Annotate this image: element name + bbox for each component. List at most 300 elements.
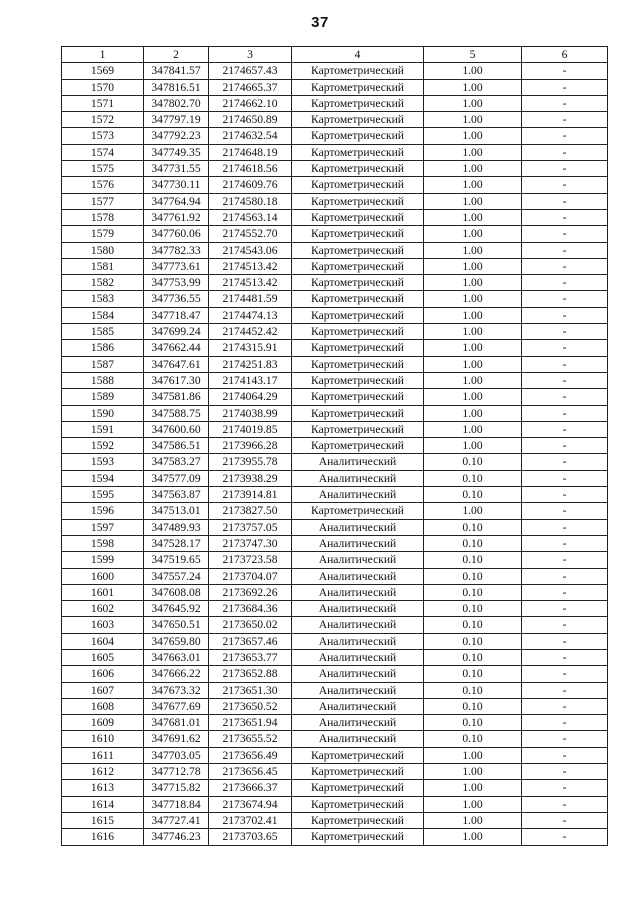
y-coordinate-cell: 2173651.94 — [209, 715, 292, 731]
accuracy-cell: 0.10 — [424, 649, 522, 665]
description-cell: - — [522, 568, 608, 584]
description-cell: - — [522, 633, 608, 649]
x-coordinate-cell: 347681.01 — [144, 715, 209, 731]
point-number-cell: 1593 — [62, 454, 144, 470]
x-coordinate-cell: 347581.86 — [144, 389, 209, 405]
y-coordinate-cell: 2174251.83 — [209, 356, 292, 372]
point-number-cell: 1583 — [62, 291, 144, 307]
table-row — [62, 372, 608, 388]
description-cell: - — [522, 617, 608, 633]
method-cell: Картометрический — [292, 226, 424, 242]
method-cell: Аналитический — [292, 666, 424, 682]
accuracy-cell: 0.10 — [424, 535, 522, 551]
y-coordinate-cell: 2174609.76 — [209, 177, 292, 193]
table-row — [62, 568, 608, 584]
y-coordinate-cell: 2174474.13 — [209, 307, 292, 323]
y-coordinate-cell: 2173650.02 — [209, 617, 292, 633]
accuracy-cell: 0.10 — [424, 568, 522, 584]
y-coordinate-cell: 2173723.58 — [209, 552, 292, 568]
y-coordinate-cell: 2173938.29 — [209, 470, 292, 486]
x-coordinate-cell: 347715.82 — [144, 780, 209, 796]
method-cell: Картометрический — [292, 389, 424, 405]
y-coordinate-cell: 2174618.56 — [209, 161, 292, 177]
x-coordinate-cell: 347746.23 — [144, 829, 209, 845]
x-coordinate-cell: 347797.19 — [144, 112, 209, 128]
table-row — [62, 764, 608, 780]
y-coordinate-cell: 2174143.17 — [209, 372, 292, 388]
point-number-cell: 1596 — [62, 503, 144, 519]
x-coordinate-cell: 347841.57 — [144, 63, 209, 79]
point-number-cell: 1616 — [62, 829, 144, 845]
column-header-5: 5 — [424, 47, 522, 63]
table-row — [62, 307, 608, 323]
y-coordinate-cell: 2173674.94 — [209, 796, 292, 812]
y-coordinate-cell: 2173692.26 — [209, 584, 292, 600]
x-coordinate-cell: 347650.51 — [144, 617, 209, 633]
y-coordinate-cell: 2173684.36 — [209, 601, 292, 617]
y-coordinate-cell: 2174019.85 — [209, 421, 292, 437]
point-number-cell: 1602 — [62, 601, 144, 617]
x-coordinate-cell: 347712.78 — [144, 764, 209, 780]
method-cell: Аналитический — [292, 487, 424, 503]
accuracy-cell: 1.00 — [424, 747, 522, 763]
point-number-cell: 1574 — [62, 144, 144, 160]
method-cell: Аналитический — [292, 698, 424, 714]
y-coordinate-cell: 2173955.78 — [209, 454, 292, 470]
accuracy-cell: 1.00 — [424, 95, 522, 111]
y-coordinate-cell: 2174648.19 — [209, 144, 292, 160]
description-cell: - — [522, 128, 608, 144]
point-number-cell: 1613 — [62, 780, 144, 796]
accuracy-cell: 1.00 — [424, 780, 522, 796]
y-coordinate-cell: 2173914.81 — [209, 487, 292, 503]
accuracy-cell: 1.00 — [424, 226, 522, 242]
table-row — [62, 649, 608, 665]
accuracy-cell: 1.00 — [424, 112, 522, 128]
accuracy-cell: 1.00 — [424, 812, 522, 828]
description-cell: - — [522, 438, 608, 454]
table-row — [62, 275, 608, 291]
y-coordinate-cell: 2173703.65 — [209, 829, 292, 845]
method-cell: Аналитический — [292, 584, 424, 600]
point-number-cell: 1581 — [62, 258, 144, 274]
point-number-cell: 1601 — [62, 584, 144, 600]
description-cell: - — [522, 144, 608, 160]
description-cell: - — [522, 193, 608, 209]
x-coordinate-cell: 347761.92 — [144, 209, 209, 225]
accuracy-cell: 1.00 — [424, 307, 522, 323]
table-row — [62, 242, 608, 258]
x-coordinate-cell: 347586.51 — [144, 438, 209, 454]
x-coordinate-cell: 347600.60 — [144, 421, 209, 437]
table-row — [62, 487, 608, 503]
description-cell: - — [522, 389, 608, 405]
x-coordinate-cell: 347749.35 — [144, 144, 209, 160]
x-coordinate-cell: 347673.32 — [144, 682, 209, 698]
x-coordinate-cell: 347703.05 — [144, 747, 209, 763]
y-coordinate-cell: 2173651.30 — [209, 682, 292, 698]
description-cell: - — [522, 454, 608, 470]
accuracy-cell: 1.00 — [424, 209, 522, 225]
table-header — [62, 47, 608, 63]
point-number-cell: 1606 — [62, 666, 144, 682]
table-row — [62, 731, 608, 747]
y-coordinate-cell: 2173656.49 — [209, 747, 292, 763]
description-cell: - — [522, 682, 608, 698]
y-coordinate-cell: 2174481.59 — [209, 291, 292, 307]
y-coordinate-cell: 2174580.18 — [209, 193, 292, 209]
accuracy-cell: 1.00 — [424, 503, 522, 519]
point-number-cell: 1569 — [62, 63, 144, 79]
header-row — [62, 47, 608, 63]
accuracy-cell: 1.00 — [424, 193, 522, 209]
accuracy-cell: 1.00 — [424, 177, 522, 193]
accuracy-cell: 1.00 — [424, 161, 522, 177]
method-cell: Картометрический — [292, 63, 424, 79]
point-number-cell: 1611 — [62, 747, 144, 763]
method-cell: Картометрический — [292, 128, 424, 144]
accuracy-cell: 1.00 — [424, 405, 522, 421]
point-number-cell: 1591 — [62, 421, 144, 437]
x-coordinate-cell: 347663.01 — [144, 649, 209, 665]
x-coordinate-cell: 347760.06 — [144, 226, 209, 242]
description-cell: - — [522, 519, 608, 535]
method-cell: Аналитический — [292, 535, 424, 551]
column-header-2: 2 — [144, 47, 209, 63]
x-coordinate-cell: 347666.22 — [144, 666, 209, 682]
point-number-cell: 1588 — [62, 372, 144, 388]
y-coordinate-cell: 2173650.52 — [209, 698, 292, 714]
accuracy-cell: 0.10 — [424, 519, 522, 535]
accuracy-cell: 0.10 — [424, 601, 522, 617]
description-cell: - — [522, 747, 608, 763]
table-row — [62, 405, 608, 421]
y-coordinate-cell: 2173666.37 — [209, 780, 292, 796]
description-cell: - — [522, 715, 608, 731]
x-coordinate-cell: 347764.94 — [144, 193, 209, 209]
method-cell: Картометрический — [292, 258, 424, 274]
method-cell: Картометрический — [292, 177, 424, 193]
description-cell: - — [522, 242, 608, 258]
method-cell: Картометрический — [292, 796, 424, 812]
description-cell: - — [522, 812, 608, 828]
x-coordinate-cell: 347731.55 — [144, 161, 209, 177]
y-coordinate-cell: 2173757.05 — [209, 519, 292, 535]
x-coordinate-cell: 347782.33 — [144, 242, 209, 258]
point-number-cell: 1587 — [62, 356, 144, 372]
y-coordinate-cell: 2174657.43 — [209, 63, 292, 79]
x-coordinate-cell: 347662.44 — [144, 340, 209, 356]
point-number-cell: 1586 — [62, 340, 144, 356]
table-row — [62, 95, 608, 111]
table-row — [62, 128, 608, 144]
description-cell: - — [522, 780, 608, 796]
accuracy-cell: 0.10 — [424, 715, 522, 731]
table-row — [62, 503, 608, 519]
description-cell: - — [522, 161, 608, 177]
y-coordinate-cell: 2173652.88 — [209, 666, 292, 682]
description-cell: - — [522, 258, 608, 274]
y-coordinate-cell: 2174064.29 — [209, 389, 292, 405]
accuracy-cell: 1.00 — [424, 63, 522, 79]
description-cell: - — [522, 731, 608, 747]
y-coordinate-cell: 2173657.46 — [209, 633, 292, 649]
y-coordinate-cell: 2174650.89 — [209, 112, 292, 128]
x-coordinate-cell: 347802.70 — [144, 95, 209, 111]
table-row — [62, 454, 608, 470]
description-cell: - — [522, 79, 608, 95]
method-cell: Картометрический — [292, 79, 424, 95]
table-row — [62, 63, 608, 79]
method-cell: Картометрический — [292, 812, 424, 828]
method-cell: Картометрический — [292, 242, 424, 258]
point-number-cell: 1584 — [62, 307, 144, 323]
method-cell: Картометрический — [292, 144, 424, 160]
x-coordinate-cell: 347577.09 — [144, 470, 209, 486]
method-cell: Картометрический — [292, 503, 424, 519]
table-row — [62, 112, 608, 128]
table-row — [62, 340, 608, 356]
method-cell: Картометрический — [292, 193, 424, 209]
method-cell: Аналитический — [292, 470, 424, 486]
y-coordinate-cell: 2173655.52 — [209, 731, 292, 747]
method-cell: Картометрический — [292, 356, 424, 372]
point-number-cell: 1575 — [62, 161, 144, 177]
table-row — [62, 324, 608, 340]
table-row — [62, 177, 608, 193]
y-coordinate-cell: 2174543.06 — [209, 242, 292, 258]
point-number-cell: 1605 — [62, 649, 144, 665]
table-row — [62, 535, 608, 551]
method-cell: Аналитический — [292, 519, 424, 535]
description-cell: - — [522, 470, 608, 486]
x-coordinate-cell: 347557.24 — [144, 568, 209, 584]
table-row — [62, 79, 608, 95]
point-number-cell: 1607 — [62, 682, 144, 698]
accuracy-cell: 1.00 — [424, 275, 522, 291]
description-cell: - — [522, 487, 608, 503]
method-cell: Картометрический — [292, 340, 424, 356]
accuracy-cell: 1.00 — [424, 144, 522, 160]
method-cell: Картометрический — [292, 780, 424, 796]
point-number-cell: 1578 — [62, 209, 144, 225]
accuracy-cell: 1.00 — [424, 128, 522, 144]
x-coordinate-cell: 347489.93 — [144, 519, 209, 535]
description-cell: - — [522, 649, 608, 665]
description-cell: - — [522, 764, 608, 780]
accuracy-cell: 1.00 — [424, 829, 522, 845]
x-coordinate-cell: 347816.51 — [144, 79, 209, 95]
point-number-cell: 1595 — [62, 487, 144, 503]
description-cell: - — [522, 307, 608, 323]
accuracy-cell: 1.00 — [424, 258, 522, 274]
y-coordinate-cell: 2174563.14 — [209, 209, 292, 225]
table-row — [62, 682, 608, 698]
y-coordinate-cell: 2173704.07 — [209, 568, 292, 584]
accuracy-cell: 0.10 — [424, 470, 522, 486]
x-coordinate-cell: 347736.55 — [144, 291, 209, 307]
description-cell: - — [522, 584, 608, 600]
point-number-cell: 1612 — [62, 764, 144, 780]
y-coordinate-cell: 2173702.41 — [209, 812, 292, 828]
description-cell: - — [522, 324, 608, 340]
accuracy-cell: 1.00 — [424, 764, 522, 780]
table-row — [62, 291, 608, 307]
method-cell: Аналитический — [292, 601, 424, 617]
accuracy-cell: 0.10 — [424, 731, 522, 747]
accuracy-cell: 0.10 — [424, 633, 522, 649]
x-coordinate-cell: 347617.30 — [144, 372, 209, 388]
y-coordinate-cell: 2173827.50 — [209, 503, 292, 519]
description-cell: - — [522, 503, 608, 519]
point-number-cell: 1603 — [62, 617, 144, 633]
method-cell: Картометрический — [292, 405, 424, 421]
description-cell: - — [522, 552, 608, 568]
table-row — [62, 209, 608, 225]
description-cell: - — [522, 796, 608, 812]
description-cell: - — [522, 666, 608, 682]
point-number-cell: 1572 — [62, 112, 144, 128]
point-number-cell: 1597 — [62, 519, 144, 535]
description-cell: - — [522, 421, 608, 437]
method-cell: Аналитический — [292, 568, 424, 584]
accuracy-cell: 0.10 — [424, 584, 522, 600]
point-number-cell: 1598 — [62, 535, 144, 551]
x-coordinate-cell: 347659.80 — [144, 633, 209, 649]
accuracy-cell: 0.10 — [424, 682, 522, 698]
point-number-cell: 1599 — [62, 552, 144, 568]
y-coordinate-cell: 2173656.45 — [209, 764, 292, 780]
method-cell: Картометрический — [292, 209, 424, 225]
x-coordinate-cell: 347753.99 — [144, 275, 209, 291]
table-row — [62, 226, 608, 242]
method-cell: Аналитический — [292, 682, 424, 698]
description-cell: - — [522, 405, 608, 421]
x-coordinate-cell: 347647.61 — [144, 356, 209, 372]
accuracy-cell: 0.10 — [424, 617, 522, 633]
point-number-cell: 1573 — [62, 128, 144, 144]
y-coordinate-cell: 2174038.99 — [209, 405, 292, 421]
y-coordinate-cell: 2174513.42 — [209, 275, 292, 291]
description-cell: - — [522, 340, 608, 356]
method-cell: Картометрический — [292, 307, 424, 323]
point-number-cell: 1571 — [62, 95, 144, 111]
table-row — [62, 698, 608, 714]
table-row — [62, 829, 608, 845]
accuracy-cell: 0.10 — [424, 454, 522, 470]
y-coordinate-cell: 2173747.30 — [209, 535, 292, 551]
method-cell: Картометрический — [292, 829, 424, 845]
point-number-cell: 1610 — [62, 731, 144, 747]
table-body — [62, 63, 608, 845]
table-row — [62, 552, 608, 568]
x-coordinate-cell: 347773.61 — [144, 258, 209, 274]
accuracy-cell: 0.10 — [424, 552, 522, 568]
page-number: 37 — [311, 14, 329, 31]
table-row — [62, 258, 608, 274]
x-coordinate-cell: 347727.41 — [144, 812, 209, 828]
point-number-cell: 1580 — [62, 242, 144, 258]
table-row — [62, 519, 608, 535]
x-coordinate-cell: 347691.62 — [144, 731, 209, 747]
x-coordinate-cell: 347519.65 — [144, 552, 209, 568]
method-cell: Картометрический — [292, 324, 424, 340]
accuracy-cell: 1.00 — [424, 291, 522, 307]
y-coordinate-cell: 2173653.77 — [209, 649, 292, 665]
x-coordinate-cell: 347730.11 — [144, 177, 209, 193]
y-coordinate-cell: 2174452.42 — [209, 324, 292, 340]
point-number-cell: 1609 — [62, 715, 144, 731]
method-cell: Аналитический — [292, 715, 424, 731]
table-row — [62, 438, 608, 454]
accuracy-cell: 0.10 — [424, 666, 522, 682]
method-cell: Картометрический — [292, 421, 424, 437]
column-header-6: 6 — [522, 47, 608, 63]
x-coordinate-cell: 347528.17 — [144, 535, 209, 551]
method-cell: Картометрический — [292, 161, 424, 177]
method-cell: Картометрический — [292, 747, 424, 763]
method-cell: Аналитический — [292, 731, 424, 747]
method-cell: Аналитический — [292, 552, 424, 568]
table-row — [62, 389, 608, 405]
coordinates-table — [61, 46, 608, 846]
point-number-cell: 1594 — [62, 470, 144, 486]
description-cell: - — [522, 829, 608, 845]
description-cell: - — [522, 63, 608, 79]
description-cell: - — [522, 601, 608, 617]
column-header-4: 4 — [292, 47, 424, 63]
accuracy-cell: 1.00 — [424, 372, 522, 388]
accuracy-cell: 0.10 — [424, 487, 522, 503]
description-cell: - — [522, 372, 608, 388]
method-cell: Картометрический — [292, 764, 424, 780]
table-row — [62, 584, 608, 600]
table-row — [62, 161, 608, 177]
x-coordinate-cell: 347718.47 — [144, 307, 209, 323]
x-coordinate-cell: 347792.23 — [144, 128, 209, 144]
accuracy-cell: 1.00 — [424, 796, 522, 812]
method-cell: Аналитический — [292, 649, 424, 665]
point-number-cell: 1579 — [62, 226, 144, 242]
column-header-3: 3 — [209, 47, 292, 63]
table-row — [62, 617, 608, 633]
y-coordinate-cell: 2174315.91 — [209, 340, 292, 356]
description-cell: - — [522, 698, 608, 714]
method-cell: Картометрический — [292, 95, 424, 111]
point-number-cell: 1577 — [62, 193, 144, 209]
point-number-cell: 1604 — [62, 633, 144, 649]
accuracy-cell: 1.00 — [424, 356, 522, 372]
x-coordinate-cell: 347718.84 — [144, 796, 209, 812]
x-coordinate-cell: 347608.08 — [144, 584, 209, 600]
description-cell: - — [522, 95, 608, 111]
description-cell: - — [522, 356, 608, 372]
description-cell: - — [522, 226, 608, 242]
point-number-cell: 1600 — [62, 568, 144, 584]
point-number-cell: 1589 — [62, 389, 144, 405]
table-row — [62, 666, 608, 682]
table-row — [62, 421, 608, 437]
accuracy-cell: 1.00 — [424, 438, 522, 454]
method-cell: Аналитический — [292, 617, 424, 633]
method-cell: Картометрический — [292, 275, 424, 291]
point-number-cell: 1582 — [62, 275, 144, 291]
table-row — [62, 796, 608, 812]
table-row — [62, 747, 608, 763]
description-cell: - — [522, 209, 608, 225]
y-coordinate-cell: 2174662.10 — [209, 95, 292, 111]
point-number-cell: 1570 — [62, 79, 144, 95]
